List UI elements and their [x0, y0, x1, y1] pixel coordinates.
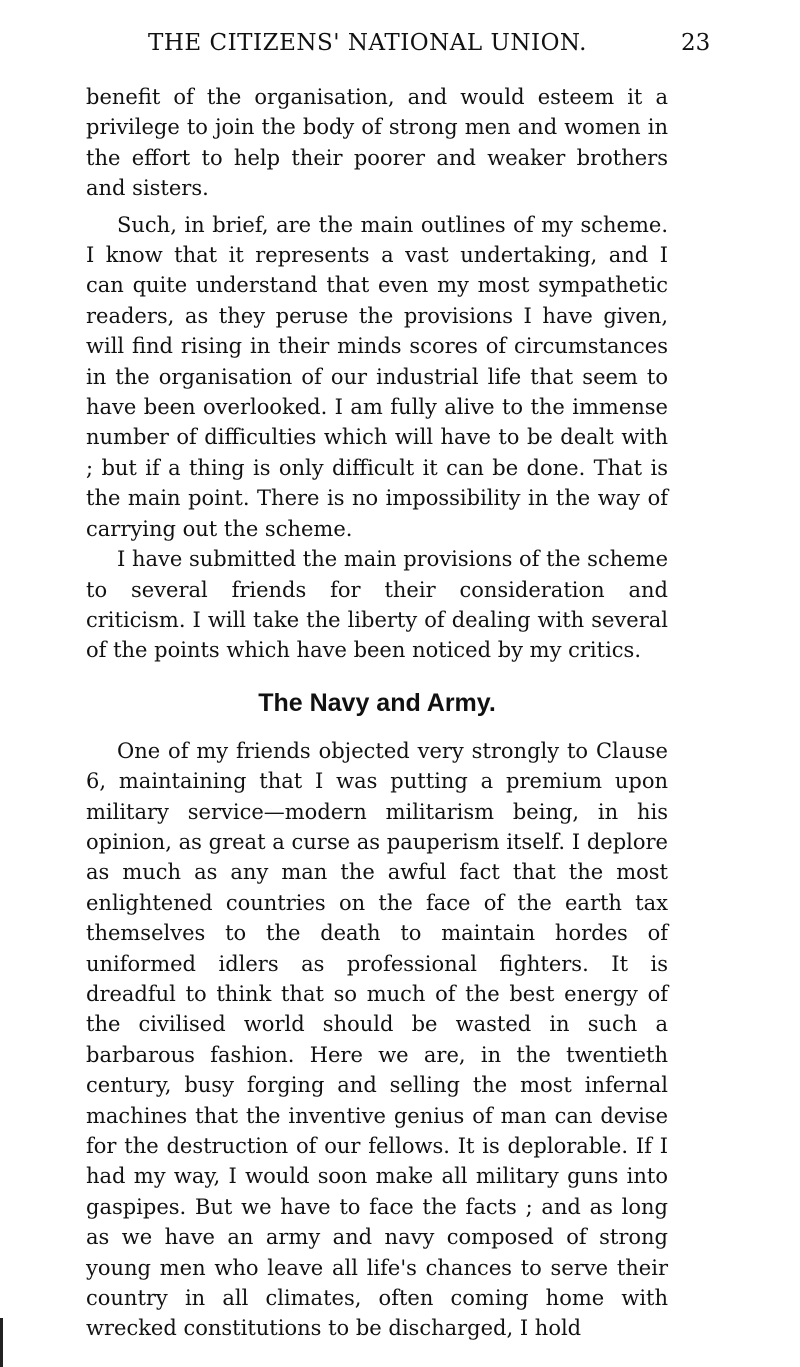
body-text [86, 82, 668, 1344]
paragraph-continued: benefit of the organisation, and would esteem it a privilege to join the body of strong men and women in the effort to help their poorer and weaker brothers and sisters. [86, 85, 668, 201]
paragraph-scheme-outline: Such, in brief, are the main outlines of my scheme. I know that it represents a vast undertaking, and I can quite understand that even my most sympathetic readers, as they peruse the provisions I have given, will find rising in their minds scores of circumstances in the organisation of our industrial life that seem to have been overlooked. I am fully alive to the immense number of difficulties which will have to be dealt with ; but if a thing is only difficult it can be done. That is the main point. There is no impossibility in the way of carrying out the scheme. [86, 212, 668, 541]
section-heading: The Navy and Army. [258, 688, 496, 717]
running-title: THE CITIZENS' NATIONAL UNION. [148, 30, 587, 56]
paragraph-navy-army: One of my friends objected very strongly to Clause 6, maintaining that I was putting a premium upon military service—modern militarism being, in his opinion, as great a curse as pauperism itself. I deplore as much as any man the awful fact that the most enlightened countries on the face of the earth tax themselves to the death to maintain hordes of uniformed idlers as professional fighters. It is dreadful to think that so much of the best energy of the civilised world should be wasted in such a barbarous fashion. Here we are, in the twentieth century, busy forging and selling the most infernal machines that the inventive genius of man can devise for the destruction of our fellows. It is deplorable. If I had my way, I would soon make all military guns into gaspipes. But we have to face the facts ; and as long as we have an army and navy composed of strong young men who leave all life's chances to serve their country in all climates, often coming home with wrecked constitutions to be discharged, I hold [86, 738, 668, 1341]
running-head [0, 30, 800, 64]
page-number: 23 [681, 30, 711, 56]
paragraph-critics: I have submitted the main provisions of the scheme to several friends for their consideration and criticism. I will take the liberty of dealing with several of the points which have been noticed by my critics. [86, 547, 669, 663]
page-edge-mark [0, 1318, 3, 1367]
